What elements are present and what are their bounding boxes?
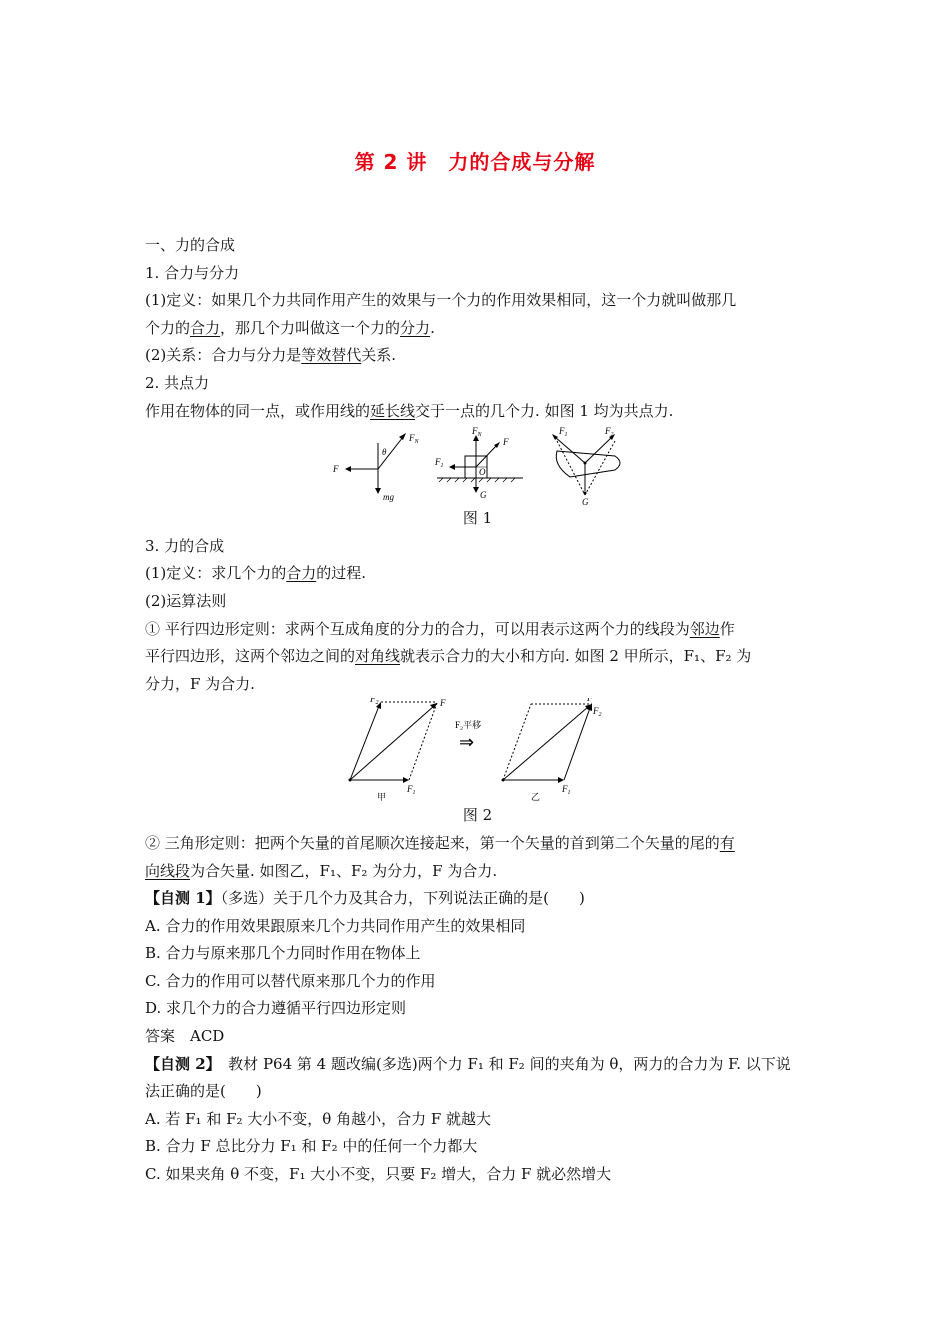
- question-tag: 【自测 1】: [145, 889, 221, 908]
- text: 交于一点的几个力. 如图 1 均为共点力.: [415, 401, 674, 420]
- section-heading: 一、力的合成: [145, 236, 236, 254]
- label-f: F: [503, 437, 509, 448]
- label-o: O: [479, 467, 486, 478]
- option: C. 如果夹角 θ 不变，F₁ 大小不变，只要 F₂ 增大，合力 F 就必然增大: [145, 1165, 612, 1184]
- text: .: [430, 318, 435, 337]
- paragraph: [145, 830, 810, 858]
- label-f1: $F_1$: [407, 784, 416, 797]
- text: 就表示合力的大小和方向. 如图 2 甲所示，F₁、F₂ 为: [400, 647, 752, 666]
- question-text: （多选）关于几个力及其合力，下列说法正确的是( ): [220, 889, 585, 908]
- option: C. 合力的作用可以替代原来那几个力的作用: [145, 971, 436, 990]
- page-title: 第 2 讲 力的合成与分解: [354, 150, 596, 174]
- diagram-hanging-force: [332, 433, 420, 502]
- diagram-triangle: [502, 698, 602, 802]
- figure-1-diagram: [145, 425, 810, 505]
- text: 作用在物体的同一点，或作用线的: [145, 401, 371, 420]
- text: 作: [719, 619, 735, 638]
- label-fn: $F_N$: [472, 426, 482, 439]
- paragraph: [145, 315, 810, 343]
- underlined-term: 邻边: [689, 619, 720, 638]
- underlined-term: 有: [719, 833, 735, 852]
- text: ② 三角形定则：把两个矢量的首尾顺次连接起来，第一个矢量的首到第二个矢量的尾的: [145, 833, 720, 852]
- question-2: [145, 1051, 810, 1079]
- label-f2: $F_2$: [605, 426, 614, 439]
- underlined-term: 向线段: [145, 861, 191, 880]
- label-f: F: [587, 698, 593, 704]
- paragraph: [145, 342, 810, 370]
- label-f2: $F_2$: [593, 706, 602, 719]
- label-f1: $F_1$: [559, 426, 568, 439]
- option: B. 合力与原来那几个力同时作用在物体上: [145, 944, 421, 963]
- diagram-parallelogram: [349, 698, 447, 802]
- text: ，那几个力叫做这一个力的: [220, 318, 401, 337]
- subsection-heading: 3. 力的合成: [145, 536, 225, 555]
- answer: 答案 ACD: [145, 1027, 225, 1046]
- question-1: [145, 885, 810, 913]
- option: D. 求几个力的合力遵循平行四边形定则: [145, 999, 407, 1018]
- document-body: [145, 232, 810, 1189]
- subsection-heading: 2. 共点力: [145, 373, 210, 392]
- option: B. 合力 F 总比分力 F₁ 和 F₂ 中的任何一个力都大: [145, 1137, 478, 1156]
- label-f1: $F_1$: [562, 784, 571, 797]
- label-yi: 乙: [531, 792, 541, 803]
- text: (2)关系：合力与分力是: [145, 346, 302, 365]
- paragraph: [145, 643, 810, 671]
- underlined-term: 分力: [400, 318, 431, 337]
- underlined-term: 对角线: [355, 647, 401, 666]
- double-arrow: ⇒: [459, 732, 475, 753]
- diagram-suspended-rod: [552, 426, 620, 505]
- paragraph: [145, 560, 810, 588]
- label-fn: $F_N$: [409, 433, 419, 446]
- diagram-block-on-ground: [434, 426, 523, 500]
- figure-2: [145, 698, 810, 802]
- paragraph: (2)运算法则: [145, 591, 227, 610]
- underlined-term: 等效替代: [301, 346, 362, 365]
- label-jia: 甲: [377, 792, 387, 803]
- label-theta: θ: [382, 447, 387, 458]
- label-g: G: [480, 490, 487, 501]
- figure-2-diagram: [145, 698, 810, 802]
- text: 平行四边形，这两个邻边之间的: [145, 647, 356, 666]
- figure-2-caption: 图 2: [462, 806, 493, 825]
- text: 为合矢量. 如图乙，F₁、F₂ 为分力，F 为合力.: [190, 861, 498, 880]
- subsection-heading: 1. 合力与分力: [145, 263, 240, 282]
- question-text-cont: 法正确的是( ): [145, 1082, 262, 1101]
- paragraph: [145, 616, 810, 644]
- label-f: F: [333, 464, 339, 475]
- question-text: 教材 P64 第 4 题改编(多选)两个力 F₁ 和 F₂ 间的夹角为 θ，两力的合力为 F. 以下说: [213, 1054, 791, 1073]
- text: ① 平行四边形定则：求两个互成角度的分力的合力，可以用表示这两个力的线段为: [145, 619, 690, 638]
- option: A. 合力的作用效果跟原来几个力共同作用产生的效果相同: [145, 916, 526, 935]
- paragraph: [145, 858, 810, 886]
- underlined-term: 延长线: [370, 401, 416, 420]
- figure-1-caption: 图 1: [462, 509, 493, 528]
- paragraph: (1)定义：如果几个力共同作用产生的效果与一个力的作用效果相同，这一个力就叫做那几: [145, 291, 737, 310]
- label-f2: $F_2$: [370, 698, 379, 707]
- paragraph: [145, 398, 810, 426]
- label-f: F: [440, 698, 446, 709]
- question-tag: 【自测 2】: [145, 1054, 214, 1073]
- text: 关系.: [361, 346, 397, 365]
- label-f1: $F_1$: [435, 457, 444, 470]
- option: A. 若 F₁ 和 F₂ 大小不变，θ 角越小，合力 F 就越大: [145, 1109, 492, 1128]
- text: (1)定义：求几个力的: [145, 564, 287, 583]
- figure-1: [145, 425, 810, 505]
- text: 的过程.: [316, 564, 367, 583]
- underlined-term: 合力: [286, 564, 317, 583]
- label-g: G: [582, 497, 589, 506]
- label-translate: F₂平移: [455, 720, 482, 731]
- text: 个力的: [145, 318, 191, 337]
- label-mg: mg: [383, 492, 394, 503]
- paragraph: 分力，F 为合力.: [145, 674, 255, 693]
- underlined-term: 合力: [190, 318, 221, 337]
